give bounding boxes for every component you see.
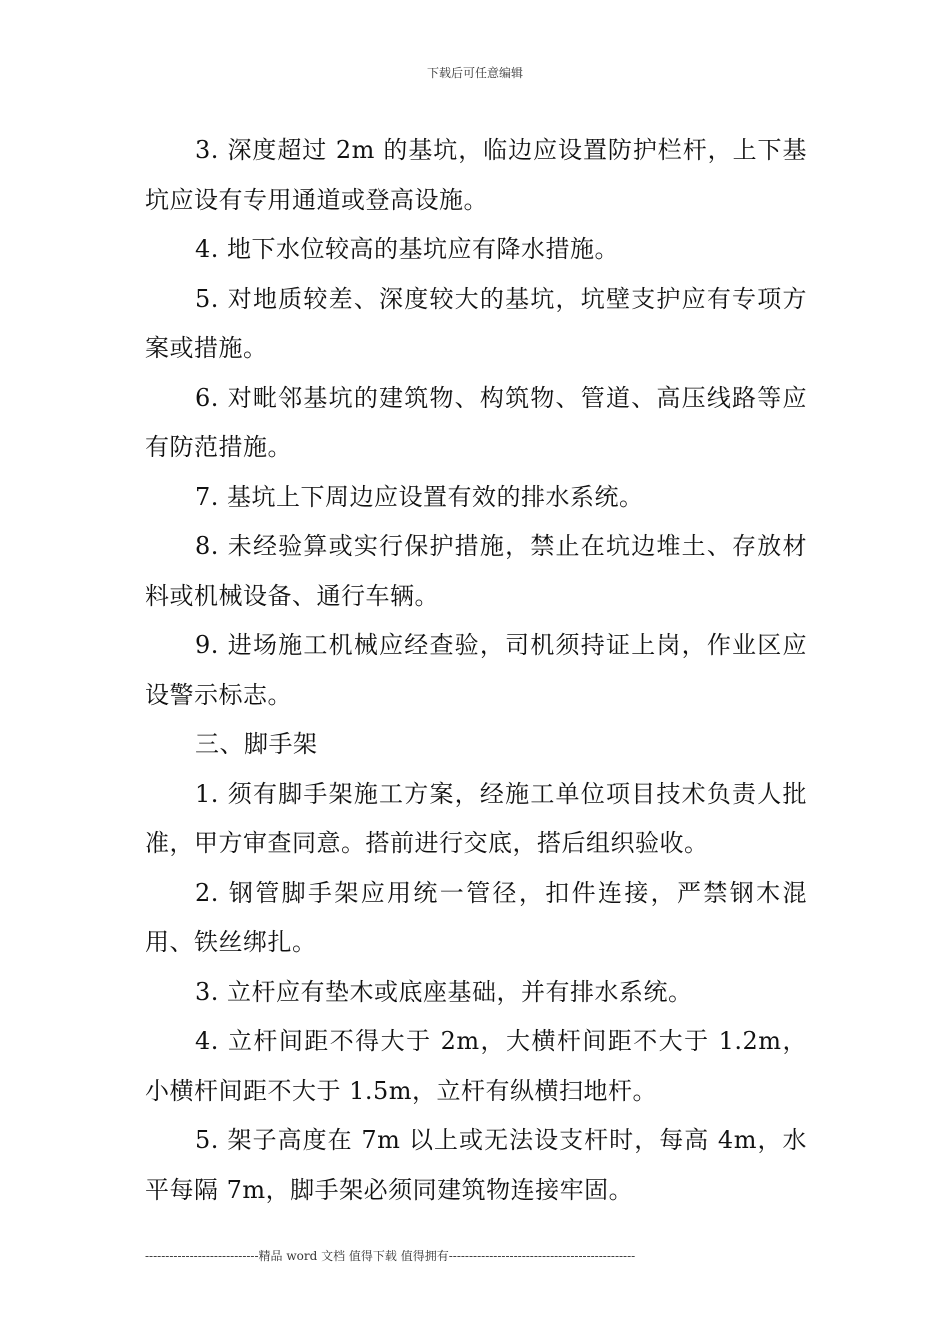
page-footer: ----------------------------精品 word 文档 值得下载 值得拥有---------------------------------------------- bbox=[145, 1249, 636, 1263]
paragraph-item-6: 6. 对毗邻基坑的建筑物、构筑物、管道、高压线路等应有防范措施。 bbox=[145, 383, 807, 461]
paragraph-item-5: 5. 对地质较差、深度较大的基坑，坑壁支护应有专项方案或措施。 bbox=[145, 284, 807, 362]
document-body bbox=[145, 126, 807, 1215]
paragraph-item-7: 7. 基坑上下周边应设置有效的排水系统。 bbox=[195, 482, 644, 511]
paragraph-item-9: 9. 进场施工机械应经查验，司机须持证上岗，作业区应设警示标志。 bbox=[145, 631, 807, 709]
scaffold-item-2: 2. 钢管脚手架应用统一管径，扣件连接，严禁钢木混用、铁丝绑扎。 bbox=[145, 878, 807, 956]
paragraph-item-3: 3. 深度超过 2m 的基坑，临边应设置防护栏杆，上下基坑应设有专用通道或登高设施。 bbox=[145, 136, 807, 214]
scaffold-item-5: 5. 架子高度在 7m 以上或无法设支杆时，每高 4m，水平每隔 7m，脚手架必须同建筑物连接牢固。 bbox=[145, 1126, 807, 1204]
scaffold-item-3: 3. 立杆应有垫木或底座基础，并有排水系统。 bbox=[195, 977, 693, 1006]
paragraph-item-4: 4. 地下水位较高的基坑应有降水措施。 bbox=[195, 235, 620, 263]
section-heading-scaffold: 三、脚手架 bbox=[195, 730, 318, 758]
scaffold-item-4: 4. 立杆间距不得大于 2m，大横杆间距不大于 1.2m，小横杆间距不大于 1.5m，立杆有纵横扫地杆。 bbox=[145, 1027, 807, 1105]
page-header: 下载后可任意编辑 bbox=[426, 66, 523, 80]
scaffold-item-1: 1. 须有脚手架施工方案，经施工单位项目技术负责人批准，甲方审查同意。搭前进行交底，搭后组织验收。 bbox=[145, 779, 807, 857]
paragraph-item-8: 8. 未经验算或实行保护措施，禁止在坑边堆土、存放材料或机械设备、通行车辆。 bbox=[145, 532, 807, 610]
